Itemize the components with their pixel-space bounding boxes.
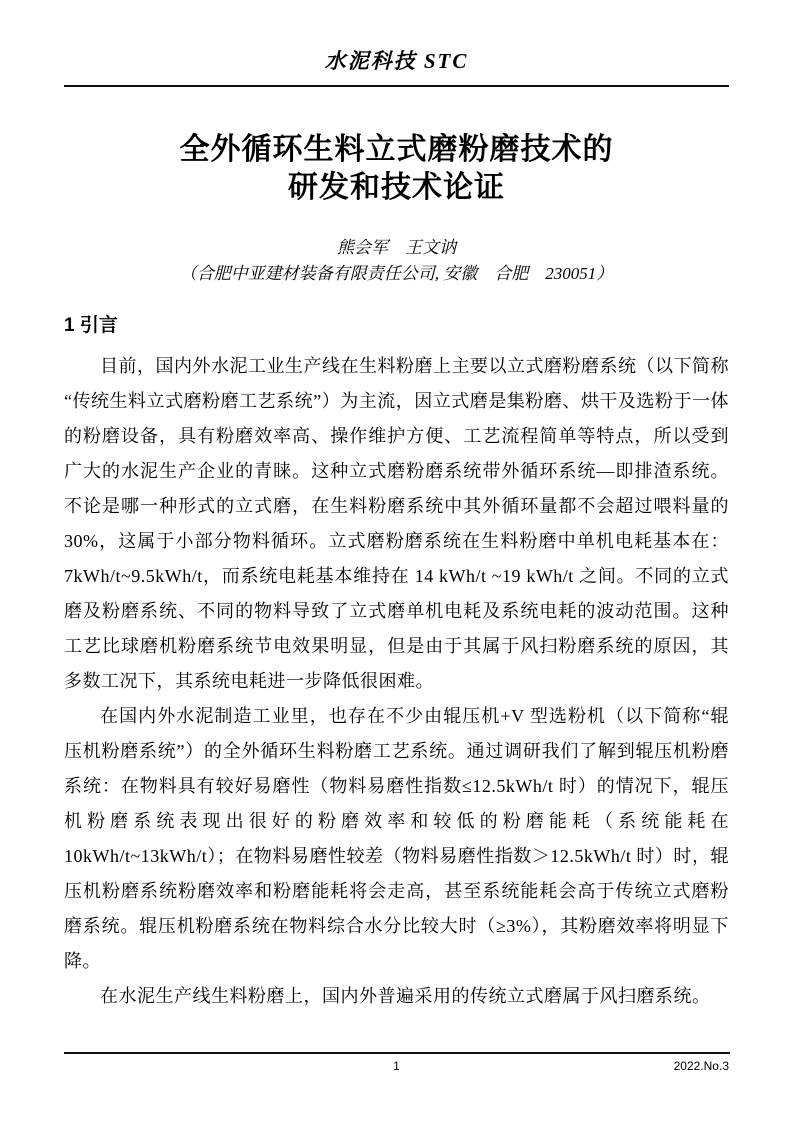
page-number: 1 [393,1059,400,1073]
paragraph: 在水泥生产线生料粉磨上，国内外普遍采用的传统立式磨属于风扫磨系统。 [100,986,711,1006]
section-body [64,349,729,1014]
authors: 熊会军 王文讷 [337,238,456,257]
paragraph: 目前，国内外水泥工业生产线在生料粉磨上主要以立式磨粉磨系统（以下简称“传统生料立式磨粉磨工艺系统”）为主流，因立式磨是集粉磨、烘干及选粉于一体的粉磨设备，具有粉磨效率高、操作维护方便、工艺流程简单等特点，所以受到广大的水泥生产企业的青睐。这种立式磨粉磨系统带外循环系统—即排渣系统。不论是哪一种形式的立式磨，在生料粉磨系统中其外循环量都不会超过喂料量的 30%，这属于小部分物料循环。立式磨粉磨系统在生料粉磨中单机电耗基本在：7kWh/t~9.5kWh/t，而系统电耗基本维持在 14 kWh/t ~19 kWh/t 之间。不同的立式磨及粉磨系统、不同的物料导致了立式磨单机电耗及系统电耗的波动范围。这种工艺比球磨机粉磨系统节电效果明显，但是由于其属于风扫粉磨系统的原因，其多数工况下，其系统电耗进一步降低很困难。 [64,356,729,691]
journal-title: 水泥科技 STC [324,49,469,73]
affiliation: （合肥中亚建材装备有限责任公司, 安徽 合肥 230051） [179,264,614,283]
article-title [0,131,793,207]
title-line-1: 全外循环生料立式磨粉磨技术的 [179,133,614,166]
issue-number: 2022.No.3 [673,1059,729,1073]
footer-rule [64,1052,730,1054]
title-line-2: 研发和技术论证 [288,171,505,204]
header-rule [64,85,729,87]
paragraph: 在国内外水泥制造工业里，也存在不少由辊压机+V 型选粉机（以下简称“辊压机粉磨系统”）的全外循环生料粉磨工艺系统。通过调研我们了解到辊压机粉磨系统：在物料具有较好易磨性（物料易磨性指数≤12.5kWh/t 时）的情况下，辊压机粉磨系统表现出很好的粉磨效率和较低的粉磨能耗（系统能耗在10kWh/t~13kWh/t）；在物料易磨性较差（物料易磨性指数＞12.5kWh/t 时）时，辊压机粉磨系统粉磨效率和粉磨能耗将会走高，甚至系统能耗会高于传统立式磨粉磨系统。辊压机粉磨系统在物料综合水分比较大时（≥3%），其粉磨效率将明显下降。 [64,706,729,971]
section-heading-introduction: 1 引言 [64,315,118,336]
